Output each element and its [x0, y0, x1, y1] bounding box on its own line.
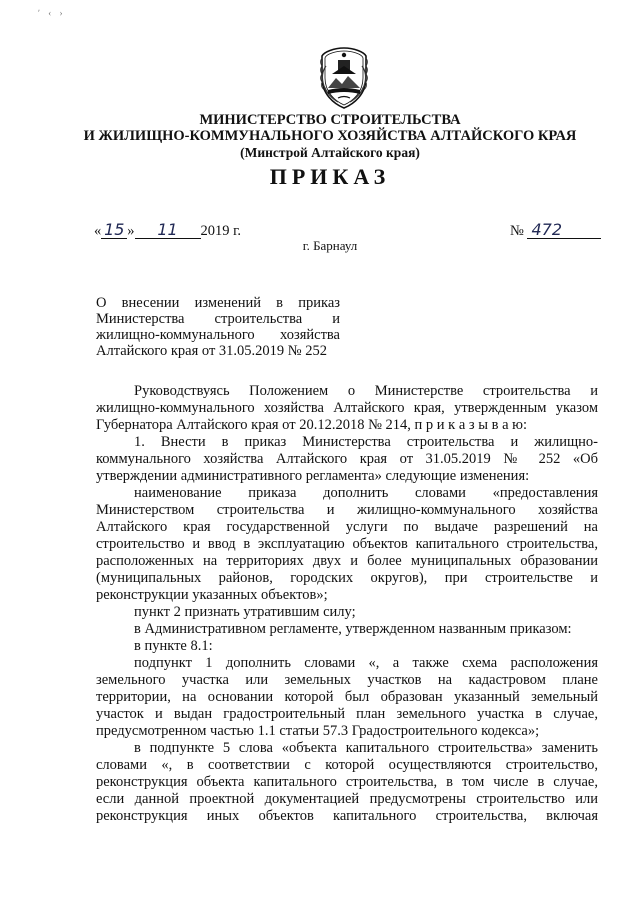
body-line: территории, на основании которой был образован указанный земельный — [96, 689, 598, 705]
body-line: Руководствуясь Положением о Министерстве строительства и — [134, 383, 598, 399]
body-line: наименование приказа дополнить словами «предоставления — [134, 485, 598, 501]
body-line: реконструкция иных объектов капитального строительства, включая — [96, 808, 598, 824]
body-line: словами «, в соответствии с которой осуществляются строительство, — [96, 757, 598, 773]
body-line: реконструкция объекта капитального строительства, в том числе в случае, — [96, 774, 598, 790]
body-line: в Административном регламенте, утвержденном названным приказом: — [134, 621, 572, 637]
body-line: в подпункте 5 слова «объекта капитального строительства» заменить — [134, 740, 598, 756]
subject-line: Алтайского края от 31.05.2019 № 252 — [96, 343, 328, 359]
order-subject — [96, 295, 340, 359]
body-line: утверждении административного регламента» следующие изменения: — [96, 468, 530, 484]
body-line: (муниципальных районов, городских округов), при строительстве и — [96, 570, 598, 586]
number-sign: № — [510, 223, 524, 239]
body-line: жилищно-коммунального хозяйства Алтайского края, утвержденным указом — [96, 400, 598, 416]
order-body-text — [96, 383, 598, 825]
document-title: ПРИКАЗ — [269, 164, 391, 189]
body-line: в пункте 8.1: — [134, 638, 213, 654]
body-line: Губернатора Алтайского края от 20.12.2018 № 214, п р и к а з ы в а ю: — [96, 417, 528, 433]
date-day: 15 — [101, 222, 127, 239]
date-close-quote: » — [127, 223, 135, 239]
city-name: г. Барнаул — [302, 238, 358, 253]
ministry-short-name: (Минстрой Алтайского края) — [240, 145, 420, 160]
subject-line: жилищно-коммунального хозяйства — [96, 327, 340, 343]
date-month: 11 — [135, 222, 201, 239]
body-line: Алтайского края государственной услуги по выдаче разрешений на — [96, 519, 598, 535]
body-line: реконструкции указанных объектов»; — [96, 587, 328, 603]
coat-of-arms-emblem-icon — [316, 44, 372, 110]
body-line: если данной проектной документацией предусмотрены строительство или — [96, 791, 598, 807]
subject-line: Министерства строительства и — [96, 311, 340, 327]
scan-corner-mark: ʹ ‹ › — [38, 8, 66, 18]
body-line: 1. Внести в приказ Министерства строительства и жилищно- — [134, 434, 598, 450]
body-line: предусмотренном частью 1.1 статьи 57.3 Градостроительного кодекса»; — [96, 723, 540, 739]
body-line: земельного участка или земельных участков на кадастровом плане — [96, 672, 598, 688]
body-line: строительство и ввод в эксплуатацию объектов капитального строительства, — [96, 536, 598, 552]
subject-line: О внесении изменений в приказ — [96, 295, 340, 311]
date-year: 2019 г. — [200, 223, 242, 239]
body-line: коммунального хозяйства Алтайского края от 31.05.2019 № 252 «Об — [96, 451, 598, 467]
ministry-name-line1: МИНИСТЕРСТВО СТРОИТЕЛЬСТВА — [199, 112, 461, 128]
body-line: участок и выдан градостроительный план земельного участка в случае, — [96, 706, 598, 722]
body-line: подпункт 1 дополнить словами «, а также схема расположения — [134, 655, 598, 671]
body-line: расположенных на территориях двух и более муниципальных образовании — [96, 553, 598, 569]
ministry-name-line2: И ЖИЛИЩНО-КОММУНАЛЬНОГО ХОЗЯЙСТВА АЛТАЙСКОГО КРАЯ — [83, 128, 577, 144]
date-open-quote: « — [94, 223, 102, 239]
number-value: 472 — [527, 222, 601, 239]
body-line: Министерством строительства и жилищно-коммунального хозяйства — [96, 502, 598, 518]
body-line: пункт 2 признать утратившим силу; — [134, 604, 356, 620]
